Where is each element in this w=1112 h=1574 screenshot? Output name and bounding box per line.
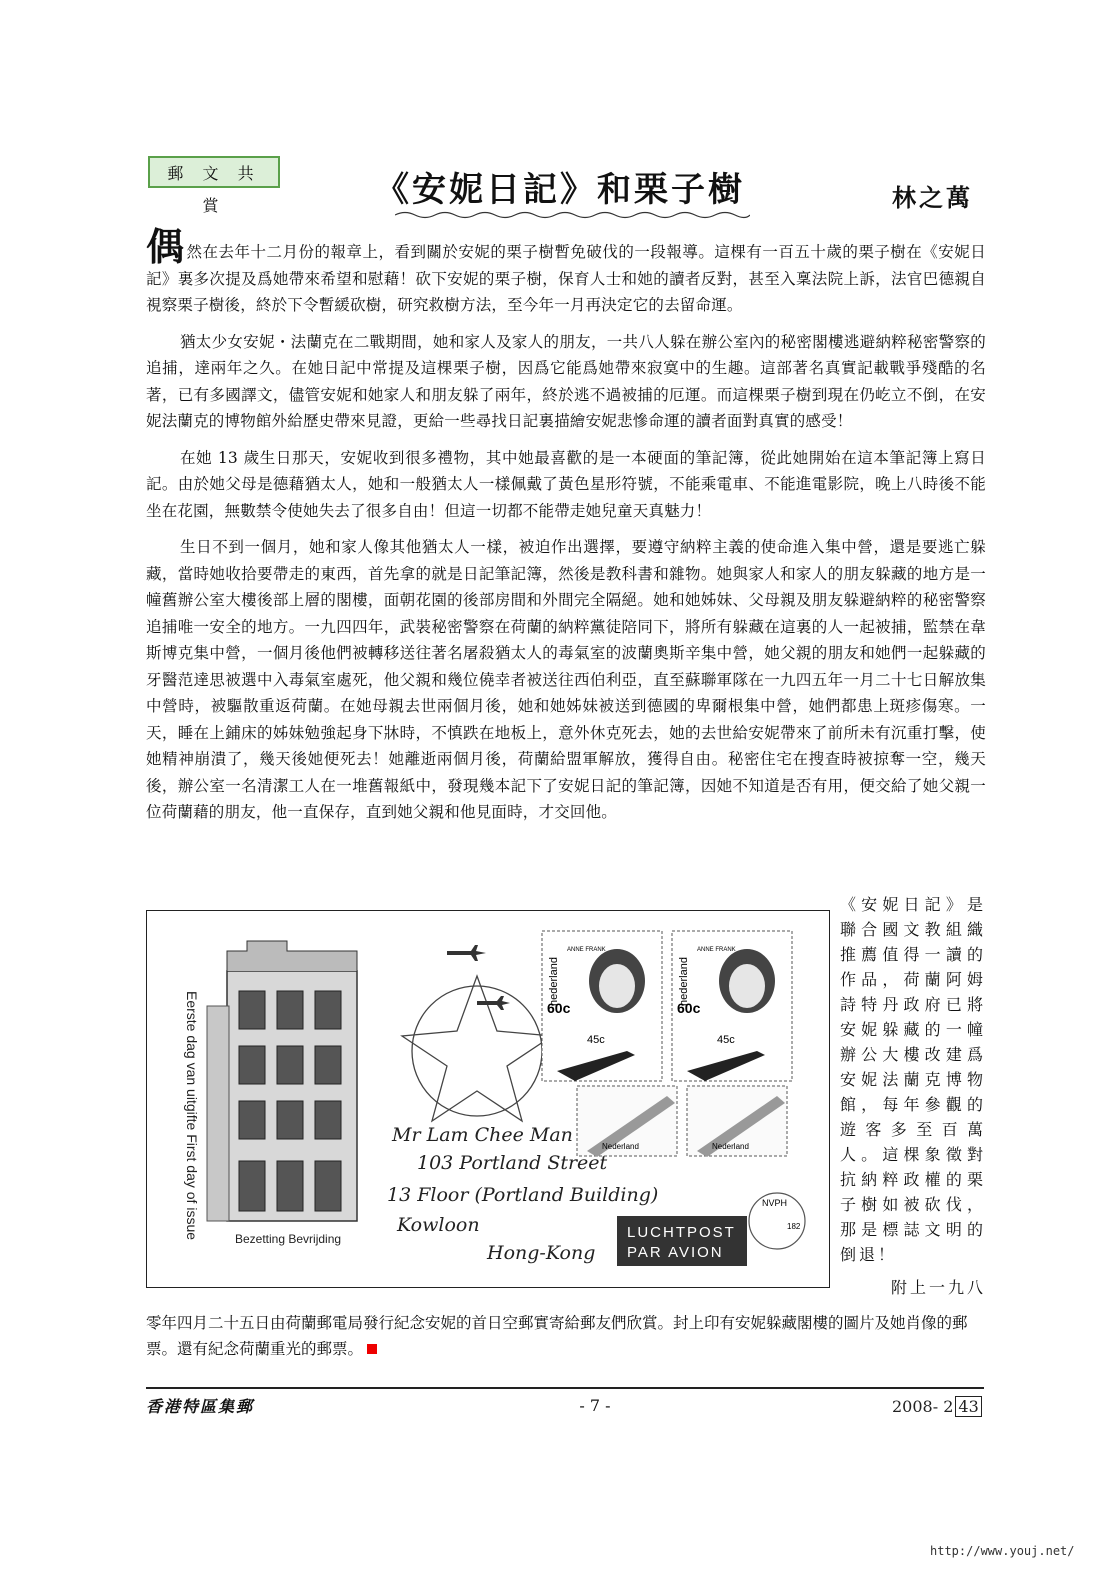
first-day-vertical-text: Eerste dag van uitgifte First day of issue: [184, 991, 200, 1241]
building-illustration: [207, 941, 357, 1221]
paragraph-4: 生日不到一個月，她和家人像其他猶太人一樣，被迫作出選擇，要遵守納粹主義的使命進入集中營，還是要逃亡躲藏，當時她收拾要帶走的東西，首先拿的就是日記筆記簿，然後是教科書和雜物。她與家人和家人的朋友躲藏的地方是一幢舊辦公室大樓後部上層的閣樓，面朝花園的後部房間和外間完全隔絕。她和她姊妹、父母親及朋友躲避納粹的秘密警察追捕唯一安全的地方。一九四四年，武裝秘密警察在荷蘭的納粹黨徒陪同下，將所有躲藏在這裏的人一起被捕，監禁在韋斯博克集中營，一個月後他們被轉移送往著名屠殺猶太人的毒氣室的波蘭奧斯辛集中營，她父親的朋友和她們一起躲藏的牙醫范達思被選中入毒氣室處死，他父親和幾位僥幸者被送往西伯利亞，直至蘇聯軍隊在一九四五年一月二十七日解放集中營時，被驅散重返荷蘭。在她母親去世兩個月後，她和她姊妹被送到德國的卑爾根集中營，她們都患上斑疹傷寒。一天，睡在上鋪床的姊妹勉強起身下牀時，不慎跌在地板上，意外休克死去，她的去世給安妮帶來了前所未有沉重打擊，使她精神崩潰了，幾天後她便死去！她離逝兩個月後，荷蘭給盟軍解放，獲得自由。秘密住宅在搜查時被掠奪一空，幾天後，辦公室一名清潔工人在一堆舊報紙中，發現幾本記下了安妮日記的筆記簿，因她不知道是否有用，便交給了她父親一位荷蘭藉的朋友，他一直保存，直到她父親和他見面時，才交回他。: [146, 538, 986, 821]
paragraph-3: 在她 13 歲生日那天，安妮收到很多禮物，其中她最喜歡的是一本硬面的筆記簿，從此她開始在這本筆記簿上寫日記。由於她父母是德藉猶太人，她和一般猶太人一樣佩戴了黃色星形符號，不能乘電車、不能進電影院，晚上八時後不能坐在花園，無數禁令使她失去了很多自由！但這一切都不能帶走她兒童天真魅力！: [146, 448, 986, 520]
postmark-number: 182: [787, 1222, 801, 1231]
footer-divider: [146, 1387, 984, 1389]
airplane-icons: [447, 945, 510, 1010]
plane-stamp-value: 45c: [717, 1034, 735, 1046]
postmark-star: [402, 976, 552, 1121]
address-line: 13 Floor (Portland Building): [387, 1184, 659, 1206]
plane-stamp-value: 45c: [587, 1034, 605, 1046]
address-line: Mr Lam Chee Man: [392, 1124, 573, 1146]
first-day-cover-image: [146, 910, 830, 1288]
postmark-text: NVPH: [762, 1198, 788, 1208]
stamp-name-label: ANNE FRANK: [567, 947, 606, 953]
stamp-name-label: ANNE FRANK: [697, 947, 736, 953]
drop-cap: 偶: [146, 224, 185, 269]
end-mark: [367, 1344, 377, 1354]
article-body: [146, 224, 986, 836]
paragraph-2: 猶太少女安妮・法蘭克在二戰期間，她和家人及家人的朋友，一共八人躲在辦公室內的秘密閣樓逃避納粹秘密警察的追捕，達兩年之久。在她日記中常提及這棵栗子樹，因爲它能爲她帶來寂寞中的生趣。這部著名真實記載戰爭殘酷的名著，已有多國譯文，儘管安妮和她家人和朋友躲了兩年，終於逃不過被捕的厄運。而這棵栗子樹到現在仍屹立不倒，在安妮法蘭克的博物館外給歷史帶來見證，更給一些尋找日記裏描繪安妮悲慘命運的讀者面對真實的感受！: [146, 332, 986, 430]
author-name: 林之萬: [892, 183, 973, 212]
issue-number: 43: [955, 1396, 981, 1417]
address-line: 103 Portland Street: [417, 1152, 608, 1174]
plane-stamp-country: Nederland: [712, 1142, 749, 1151]
plane-stamp-country: Nederland: [602, 1142, 639, 1151]
plane-stamps: [577, 1086, 787, 1157]
stamp-country-label: nederland: [548, 957, 560, 1006]
building-caption: Bezetting Bevrijding: [235, 1232, 342, 1246]
issue-date: 2008- 2: [892, 1397, 954, 1416]
cover-illustration: [147, 911, 829, 1287]
paragraph-1: 偶然在去年十二月份的報章上，看到關於安妮的栗子樹暫免破伐的一段報導。這棵有一百五十歲的栗子樹在《安妮日記》裏多次提及爲她帶來希望和慰藉！砍下安妮的栗子樹，保育人士和她的讀者反對，甚至入稟法院上訴，法官巴德親自視察栗子樹後，終於下令暫緩砍樹，研究救樹方法，至今年一月再決定它的去留命運。: [146, 224, 986, 314]
nvph-postmark: [749, 1193, 805, 1249]
closing-text: 零年四月二十五日由荷蘭郵電局發行紀念安妮的首日空郵實寄給郵友們欣賞。封上印有安妮躲藏閣樓的圖片及她肖像的郵票。還有紀念荷蘭重光的郵票。: [146, 1314, 968, 1358]
anne-frank-stamp-1: [542, 931, 662, 1081]
publication-name: 香港特區集郵: [146, 1397, 255, 1416]
page-number: - 7 -: [579, 1396, 611, 1415]
airmail-line2: PAR AVION: [627, 1244, 724, 1261]
address-line: Hong-Kong: [487, 1242, 596, 1264]
airmail-line1: LUCHTPOST: [627, 1224, 736, 1241]
side-tail-text: 附上一九八: [890, 1278, 986, 1297]
title-underline-ornament: [395, 210, 750, 220]
side-column-text: 《安妮日記》是聯合國文教組織推薦值得一讀的作品，荷蘭阿姆詩特丹政府已將安妮躲藏的一幢辦公大樓改建爲安妮法蘭克博物館，每年參觀的遊客多至百萬人。這棵象徵對抗納粹政權的栗子樹如被砍伐，那是標誌文明的倒退！ 附上一九八: [840, 892, 986, 1300]
stamp-value: 60c: [547, 1000, 571, 1016]
page-title: 《安妮日記》和栗子樹: [375, 170, 745, 210]
issue-info: [892, 1396, 982, 1417]
stamp-value: 60c: [677, 1000, 701, 1016]
watermark-url: http://www.youj.net/: [930, 1544, 1075, 1558]
anne-frank-stamp-2: [672, 931, 792, 1081]
airmail-label: [617, 1216, 747, 1266]
stamp-country-label: nederland: [678, 957, 690, 1006]
address-line: Kowloon: [397, 1214, 480, 1236]
section-tag: 郵 文 共 賞: [148, 156, 280, 188]
